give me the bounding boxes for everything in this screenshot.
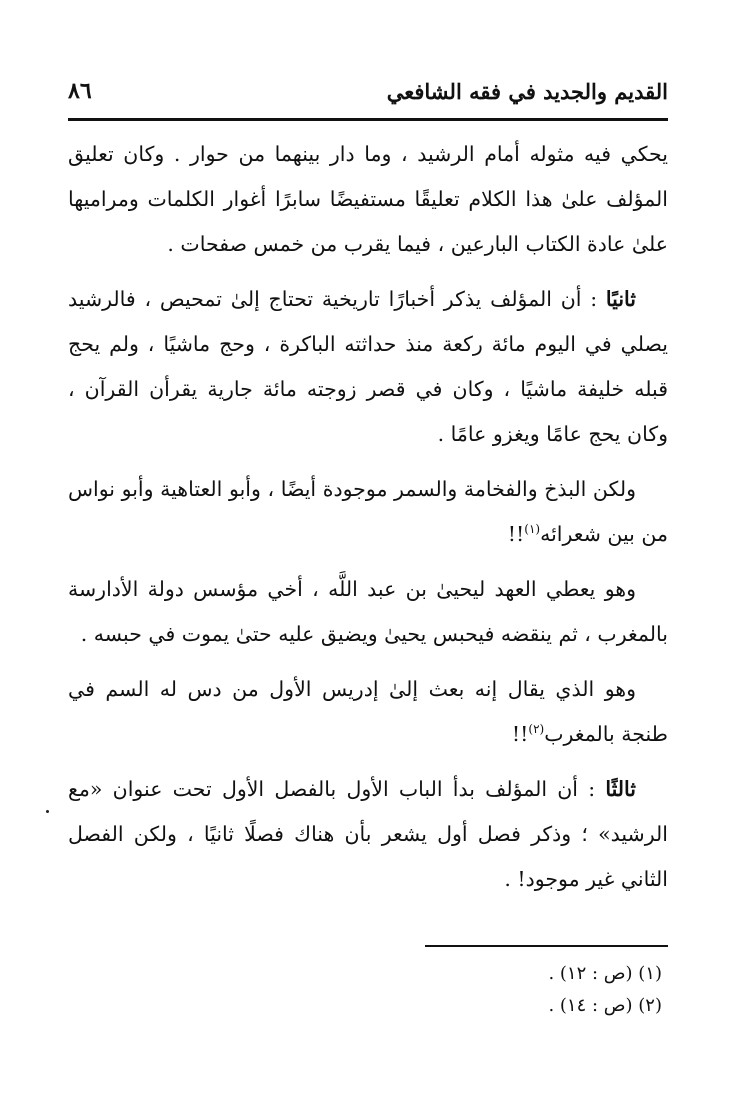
paragraph-3 (68, 467, 668, 557)
paragraph-trail: !! (507, 522, 525, 546)
paragraph-trail: !! (511, 722, 529, 746)
header-rule (68, 118, 668, 121)
paragraph-text: يحكي فيه مثوله أمام الرشيد ، وما دار بينهما من حوار . وكان تعليق المؤلف علىٰ هذا الكلام تعليقًا مستفيضًا سابرًا أغوار الكلمات ومراميها علىٰ عادة الكتاب البارعين ، فيما يقرب من خمس صفحات . (68, 142, 668, 256)
paragraph-5 (68, 667, 668, 757)
page-number: ٨٦ (68, 78, 92, 104)
paragraph-text: : أن المؤلف بدأ الباب الأول بالفصل الأول تحت عنوان «مع الرشيد» ؛ وذكر فصل أول يشعر بأن هناك فصلًا ثانيًا ، ولكن الفصل الثاني غير موجود! . (68, 777, 668, 891)
paragraph-text: ولكن البذخ والفخامة والسمر موجودة أيضًا ، وأبو العتاهية وأبو نواس من بين شعرائه (68, 477, 668, 546)
paragraph-4 (68, 567, 668, 657)
footnotes (68, 958, 668, 1022)
paragraph-6 (68, 767, 668, 902)
paragraph-1 (68, 132, 668, 267)
paragraph-lead: ثانيًا (605, 287, 636, 311)
paragraph-text: وهو يعطي العهد ليحيىٰ بن عبد اللَّه ، أخي مؤسس دولة الأدارسة بالمغرب ، ثم ينقضه فيحبس يحيىٰ ويضيق عليه حتىٰ يموت في حبسه . (68, 577, 668, 646)
paragraph-text: وهو الذي يقال إنه بعث إلىٰ إدريس الأول من دس له السم في طنجة بالمغرب (68, 677, 668, 746)
paragraph-2 (68, 277, 668, 457)
footnote-rule (425, 945, 668, 947)
footnote-1: (١) (ص : ١٢) . (548, 963, 662, 984)
scan-speck (46, 810, 49, 813)
footnote-ref-2[interactable]: (٢) (528, 722, 545, 737)
footnote-2: (٢) (ص : ١٤) . (548, 995, 662, 1016)
running-header (68, 72, 668, 110)
paragraph-text: : أن المؤلف يذكر أخبارًا تاريخية تحتاج إلىٰ تمحيص ، فالرشيد يصلي في اليوم مائة ركعة منذ حداثته الباكرة ، وحج ماشيًا ، ولم يحج قبله خليفة ماشيًا ، وكان في قصر زوجته مائة جارية يقرأن القرآن ، وكان يحج عامًا ويغزو عامًا . (68, 287, 668, 446)
footnote-ref-1[interactable]: (١) (524, 522, 541, 537)
paragraph-lead: ثالثًا (605, 777, 636, 801)
body-text (68, 132, 668, 912)
book-title: القديم والجديد في فقه الشافعي (386, 78, 668, 104)
